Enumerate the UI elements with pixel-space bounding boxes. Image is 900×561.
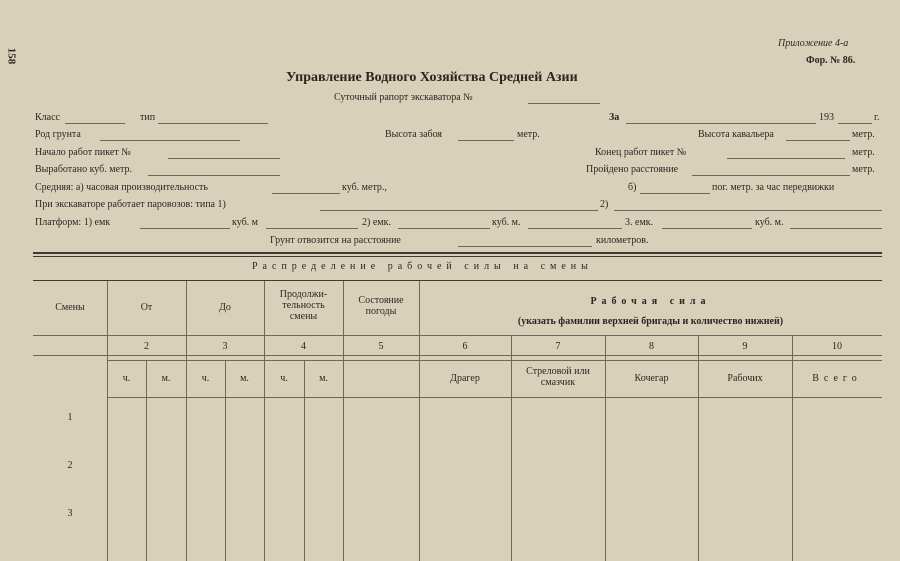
soil-type-line <box>100 140 240 141</box>
grid-v <box>792 335 793 561</box>
col-number: 9 <box>742 341 748 352</box>
platforms-label: Платформ: 1) емк <box>35 217 111 228</box>
distance-line <box>692 175 850 176</box>
start-picket-line <box>168 158 280 159</box>
col-number: 10 <box>832 341 842 352</box>
class-label: Класс <box>35 112 60 123</box>
header-duration-line: тельность <box>282 300 325 311</box>
platforms-cap-3: 3. емк. <box>625 217 654 228</box>
header-weather-line: Состояние <box>358 295 404 306</box>
sub-dredger: Драгер <box>450 373 480 384</box>
appendix-label: Приложение 4-а <box>778 38 849 49</box>
grid-v <box>605 335 606 561</box>
distance-label: Пройдено расстояние <box>586 164 679 175</box>
col-number: 5 <box>378 341 384 352</box>
col-number: 2 <box>144 341 149 352</box>
header-duration-line: Продолжи- <box>279 289 328 300</box>
year-label: 193 <box>819 112 834 123</box>
col-number: 4 <box>301 341 306 352</box>
sub-boom-operator-line: Стреловой или <box>526 366 590 377</box>
sub-stoker: Кочегар <box>634 373 669 384</box>
col-number: 8 <box>649 341 654 352</box>
date-label: За <box>609 112 620 123</box>
type-label: тип <box>140 112 156 123</box>
sub-hours-to: ч. <box>201 373 210 384</box>
sub-minutes-from: м. <box>161 373 171 384</box>
sub-boom-operator-line: смазчик <box>540 377 576 388</box>
header-weather <box>343 295 419 317</box>
sub-hours-duration: ч. <box>280 373 288 384</box>
sub-boom-operator <box>511 366 605 388</box>
platforms-unit-2: куб. м. <box>492 217 521 228</box>
grid-v <box>304 360 305 561</box>
shift-row-number: 1 <box>67 412 73 423</box>
avg-movement-unit: пог. метр. за час передвижки <box>712 182 835 193</box>
report-number-line <box>528 103 600 104</box>
platforms-unit-1: куб. м <box>232 217 259 228</box>
spoil-height-unit: метр. <box>852 129 875 140</box>
col-number: 6 <box>462 341 468 352</box>
haul-distance-unit: километров. <box>596 235 649 246</box>
sub-total: Всего <box>812 373 862 384</box>
avg-movement-label: б) <box>628 182 637 193</box>
section-title: Распределение рабочей силы на смены <box>252 261 593 272</box>
sub-hours-from: ч. <box>122 373 131 384</box>
locomotives-type-2: 2) <box>600 199 609 210</box>
platforms-line-1 <box>140 228 230 229</box>
grid-v <box>186 281 187 561</box>
form-number: Фор. № 86. <box>806 55 856 66</box>
grid-h <box>107 360 882 361</box>
header-weather-line: погоды <box>365 306 397 317</box>
platforms-line-3 <box>662 228 752 229</box>
spoil-height-line <box>786 140 850 141</box>
header-workforce: Рабочая сила <box>590 296 711 307</box>
platforms-line-2b <box>528 228 622 229</box>
haul-distance-line <box>458 246 592 247</box>
header-from: От <box>140 302 153 313</box>
sub-minutes-to: м. <box>240 373 249 384</box>
shift-row-number: 3 <box>67 508 73 519</box>
table-top-rule <box>33 280 882 281</box>
excavated-label: Выработано куб. метр. <box>35 164 132 175</box>
haul-distance-label: Грунт отвозится на расстояние <box>270 235 401 246</box>
locomotives-line-2 <box>614 210 882 211</box>
divider-rule-thin <box>33 256 882 257</box>
page-number: 158 <box>5 47 18 65</box>
avg-movement-line <box>640 193 710 194</box>
grid-v <box>343 281 344 561</box>
grid-v <box>107 281 108 561</box>
sub-minutes-duration: м. <box>319 373 328 384</box>
header-workforce-note: (указать фамилии верхней бригады и количество нижней) <box>517 316 784 327</box>
date-line <box>626 123 816 124</box>
locomotives-line-1 <box>320 210 598 211</box>
avg-productivity-label: Средняя: а) часовая производительность <box>35 182 208 193</box>
face-height-line <box>458 140 514 141</box>
avg-productivity-unit: куб. метр., <box>342 182 387 193</box>
avg-productivity-line <box>272 193 340 194</box>
grid-v <box>264 281 265 561</box>
grid-h <box>33 335 882 336</box>
grid-v <box>698 335 699 561</box>
platforms-line-1b <box>266 228 358 229</box>
start-picket-label: Начало работ пикет № <box>35 147 131 158</box>
grid-v <box>146 360 147 561</box>
platforms-line-2 <box>398 228 490 229</box>
divider-rule <box>33 252 882 254</box>
report-subtitle: Суточный рапорт экскаватора № <box>334 92 473 103</box>
spoil-height-label: Высота кавальера <box>698 129 774 140</box>
header-to: До <box>219 302 231 313</box>
grid-h <box>33 355 882 356</box>
year-line <box>838 123 872 124</box>
sub-workers: Рабочих <box>727 373 763 384</box>
end-picket-label: Конец работ пикет № <box>595 147 687 158</box>
end-picket-line <box>727 158 845 159</box>
end-picket-unit: метр. <box>852 147 875 158</box>
year-suffix: г. <box>874 112 880 123</box>
soil-type-label: Род грунта <box>35 129 81 140</box>
header-duration-line: смены <box>289 311 318 322</box>
shift-row-number: 2 <box>67 460 73 471</box>
class-line <box>65 123 125 124</box>
platforms-line-3b <box>790 228 882 229</box>
header-shifts: Смены <box>55 302 85 313</box>
page-title: Управление Водного Хозяйства Средней Азии <box>286 70 578 85</box>
locomotives-label: При экскаваторе работает паровозов: типа 1) <box>35 199 226 210</box>
platforms-unit-3: куб. м. <box>755 217 784 228</box>
platforms-cap-2: 2) емк. <box>362 217 391 228</box>
excavated-line <box>148 175 280 176</box>
col-number: 3 <box>222 341 228 352</box>
face-height-label: Высота забоя <box>385 129 443 140</box>
header-duration <box>264 289 343 322</box>
grid-v <box>225 360 226 561</box>
type-line <box>158 123 268 124</box>
col-number: 7 <box>555 341 561 352</box>
distance-unit: метр. <box>852 164 875 175</box>
grid-h <box>107 397 882 398</box>
face-height-unit: метр. <box>517 129 540 140</box>
